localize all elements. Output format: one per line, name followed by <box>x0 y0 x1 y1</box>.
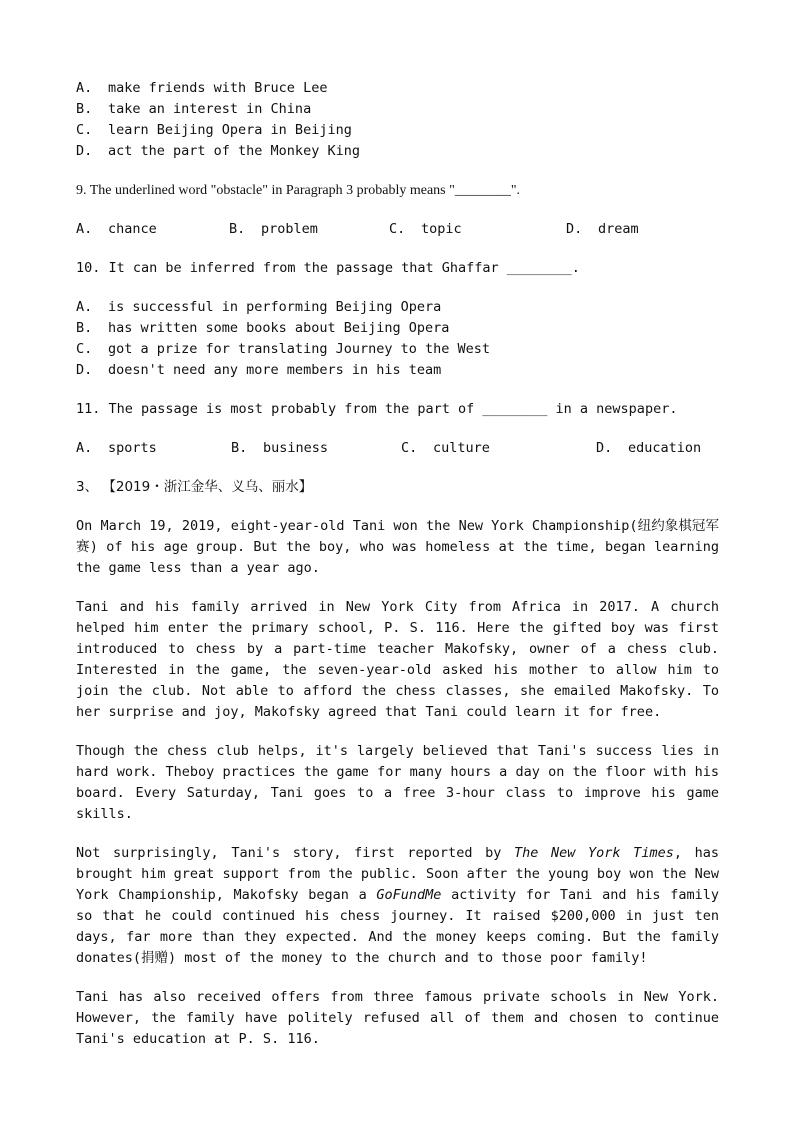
q8-option-a[interactable]: A. make friends with Bruce Lee <box>76 80 328 96</box>
q11-question: 11. The passage is most probably from the part of ________ in a newspaper. <box>76 401 678 417</box>
passage-paragraph-3: Though the chess club helps, it's largely believed that Tani's success lies in hard work. Theboy practices the game for many hours a day on the floor with his board. Every Saturday, Tani goes to a free 3-hour class to improve his game skills. <box>76 743 719 822</box>
q10-options <box>76 297 719 381</box>
q11-option-c[interactable]: C. culture <box>401 440 490 456</box>
q9-options <box>76 219 719 240</box>
passage-paragraph-4: Not surprisingly, Tani's story, first reported by The New York Times, has brought him great support from the public. Soon after the young boy won the New York Championship, Makofsky began a GoFundMe activity for Tani and his family so that he could continued his chess journey. It raised $200,000 in just ten days, far more than they expected. And the money keeps coming. But the family donates(捐赠) most of the money to the church and to those poor family! <box>76 845 719 966</box>
q9-option-b[interactable]: B. problem <box>229 221 318 237</box>
q9-option-c[interactable]: C. topic <box>389 221 462 237</box>
q9-option-d[interactable]: D. dream <box>566 221 639 237</box>
passage-paragraph-1: On March 19, 2019, eight-year-old Tani won the New York Championship(纽约象棋冠军赛) of his age group. But the boy, who was homeless at the time, began learning the game less than a year ago. <box>76 518 719 576</box>
passage-paragraph-5: Tani has also received offers from three famous private schools in New York. However, the family have politely refused all of them and chosen to continue Tani's education at P. S. 116. <box>76 989 719 1047</box>
q10-option-b[interactable]: B. has written some books about Beijing Opera <box>76 320 450 336</box>
q9-question: 9. The underlined word "obstacle" in Paragraph 3 probably means "________". <box>76 183 521 198</box>
q8-option-d[interactable]: D. act the part of the Monkey King <box>76 143 360 159</box>
q10-option-a[interactable]: A. is successful in performing Beijing Opera <box>76 299 442 315</box>
q10-question: 10. It can be inferred from the passage that Ghaffar ________. <box>76 260 580 276</box>
newspaper-name: The New York Times <box>513 845 674 861</box>
q11-option-a[interactable]: A. sports <box>76 440 157 456</box>
q11-options <box>76 438 719 459</box>
q10-option-c[interactable]: C. got a prize for translating Journey to the West <box>76 341 491 357</box>
q10-option-d[interactable]: D. doesn't need any more members in his team <box>76 362 442 378</box>
q11-option-b[interactable]: B. business <box>231 440 329 456</box>
q8-options <box>76 78 719 162</box>
passage-paragraph-2: Tani and his family arrived in New York City from Africa in 2017. A church helped him enter the primary school, P. S. 116. Here the gifted boy was first introduced to chess by a part-time teacher Makofsky, owner of a chess club. Interested in the game, the seven-year-old asked his mother to allow him to join the club. Not able to afford the chess classes, she emailed Makofsky. To her surprise and joy, Makofsky agreed that Tani could learn it for free. <box>76 599 719 720</box>
q8-option-b[interactable]: B. take an interest in China <box>76 101 312 117</box>
document-page <box>76 78 719 1050</box>
q11-option-d[interactable]: D. education <box>596 440 702 456</box>
section-heading: 3、 【2019・浙江金华、义乌、丽水】 <box>76 479 313 495</box>
gofundme-name: GoFundMe <box>376 887 442 903</box>
q8-option-c[interactable]: C. learn Beijing Opera in Beijing <box>76 122 352 138</box>
q9-option-a[interactable]: A. chance <box>76 221 157 237</box>
